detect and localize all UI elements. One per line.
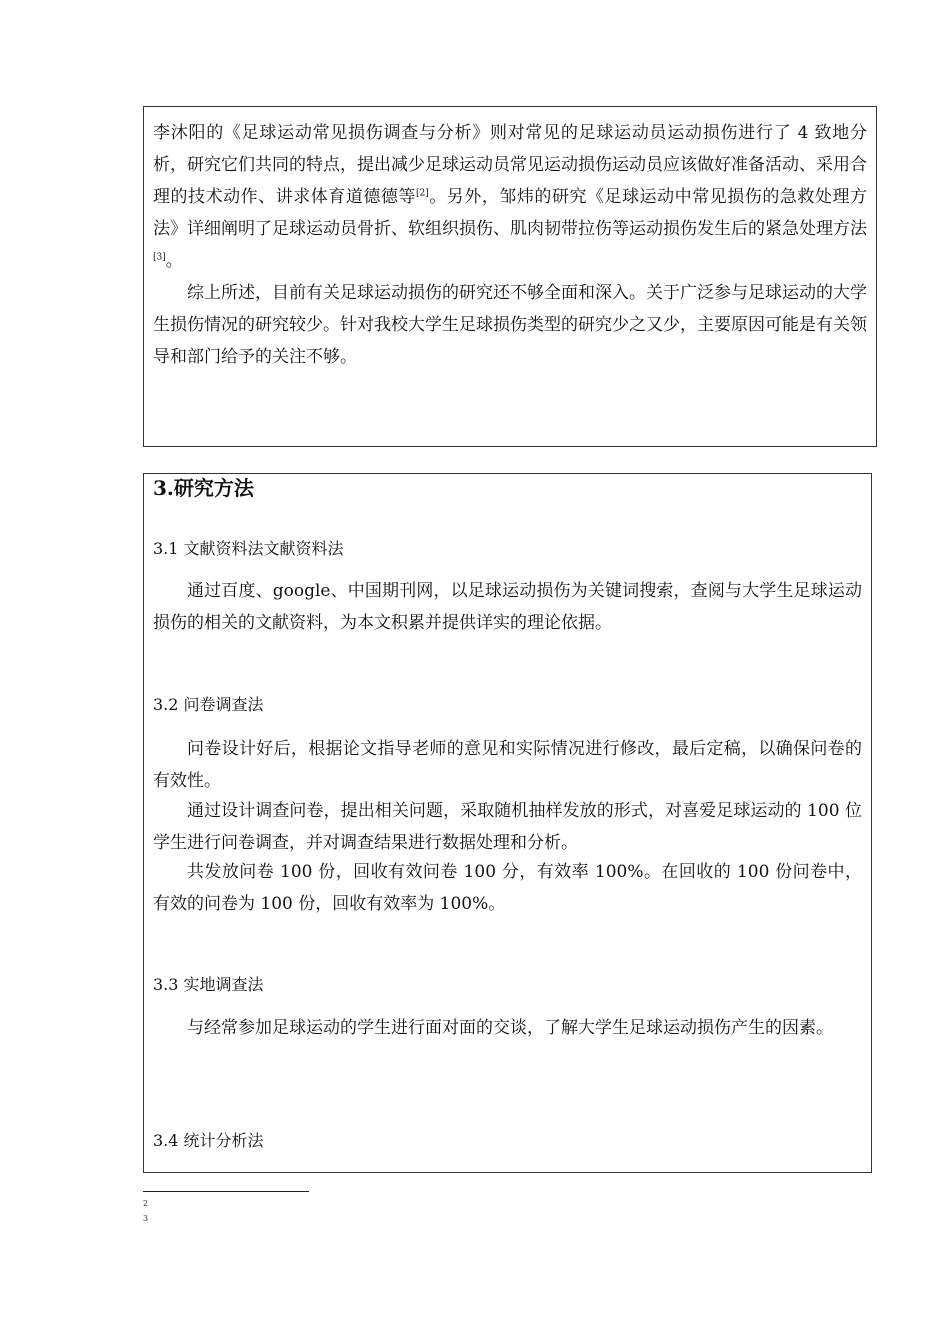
footnote-separator xyxy=(143,1191,309,1192)
text-3-3: 与经常参加足球运动的学生进行面对面的交谈，了解大学生足球运动损伤产生的因素。 xyxy=(187,1018,833,1038)
text-3-2-b: 通过设计调查问卷，提出相关问题，采取随机抽样发放的形式，对喜爱足球运动的 100 位学生进行问卷调查，并对调查结果进行数据处理和分析。 xyxy=(153,801,862,853)
review-text-part-3: 。 xyxy=(165,251,183,271)
heading-3-1: 3.1 文献资料法文献资料法 xyxy=(153,539,344,558)
research-methods-box xyxy=(143,473,872,1173)
text-3-1: 通过百度、google、中国期刊网，以足球运动损伤为关键词搜索，查阅与大学生足球运动损伤的相关的文献资料，为本文积累并提供详实的理论依据。 xyxy=(153,581,862,633)
review-paragraph-2: 综上所述，目前有关足球运动损伤的研究还不够全面和深入。关于广泛参与足球运动的大学生损伤情况的研究较少。针对我校大学生足球损伤类型的研究少之又少，主要原因可能是有关领导和部门给予的关注不够。 xyxy=(153,283,867,367)
literature-review-box xyxy=(143,106,877,447)
heading-3-3: 3.3 实地调查法 xyxy=(153,975,264,994)
citation-2[interactable]: [2] xyxy=(415,188,429,199)
text-3-2-c: 共发放问卷 100 份，回收有效问卷 100 分，有效率 100%。在回收的 100 份问卷中，有效的问卷为 100 份，回收有效率为 100%。 xyxy=(153,862,862,914)
text-3-2-a: 问卷设计好后，根据论文指导老师的意见和实际情况进行修改，最后定稿，以确保问卷的有效性。 xyxy=(153,739,862,791)
section-title: 3.研究方法 xyxy=(153,476,254,500)
review-text-part-2: 。另外，邹炜的研究《足球运动中常见损伤的急救处理方法》详细阐明了足球运动员骨折、软组织损伤、肌肉韧带拉伤等运动损伤发生后的紧急处理方法 xyxy=(153,187,867,239)
citation-3[interactable]: [3] xyxy=(153,252,166,263)
heading-3-2: 3.2 问卷调查法 xyxy=(153,695,264,714)
heading-3-4: 3.4 统计分析法 xyxy=(153,1131,264,1150)
review-text-part-1: 李沐阳的《足球运动常见损伤调查与分析》则对常见的足球运动员运动损伤进行了 4 致地分析，研究它们共同的特点，提出减少足球运动员常见运动损伤运动员应该做好准备活动、采用合理的技术动作、讲求体育道德德等 xyxy=(153,123,867,207)
footnote-3: 3 xyxy=(143,1214,149,1223)
review-paragraph-1 xyxy=(153,117,867,277)
footnote-2: 2 xyxy=(143,1199,149,1208)
